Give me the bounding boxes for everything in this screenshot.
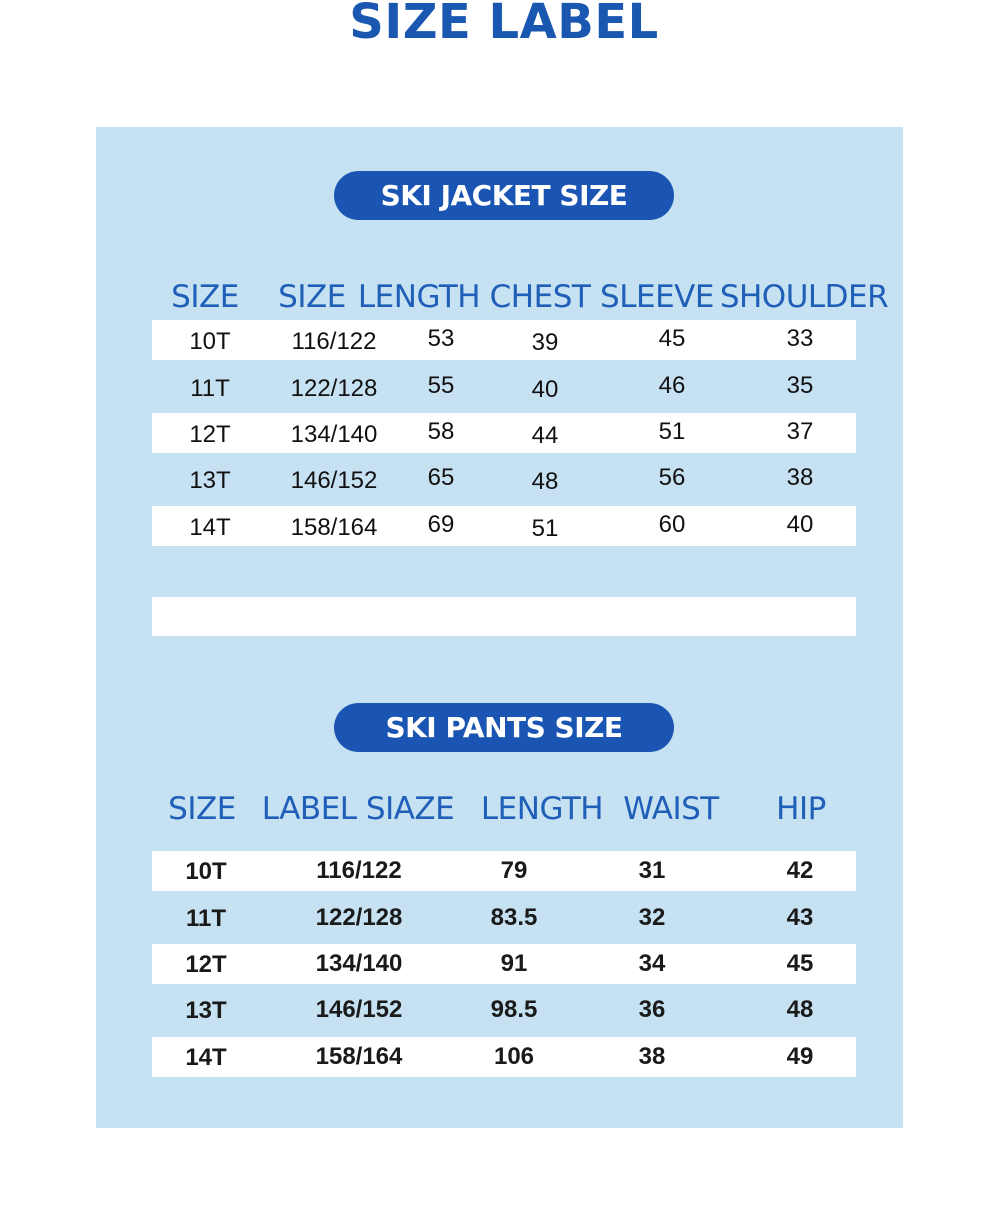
pants-cell-waist: 31 bbox=[638, 857, 666, 884]
jacket-header-sleeve: SLEEVE bbox=[600, 279, 714, 315]
jacket-cell-chest: 44 bbox=[531, 422, 559, 449]
table-row bbox=[152, 506, 856, 546]
pants-cell-label-size: 158/164 bbox=[315, 1043, 403, 1070]
jacket-header-shoulder: SHOULDER bbox=[719, 279, 889, 315]
pants-cell-size: 10T bbox=[185, 858, 227, 885]
table-row bbox=[152, 944, 856, 984]
jacket-cell-label-size: 116/122 bbox=[291, 328, 377, 355]
jacket-cell-chest: 48 bbox=[531, 468, 559, 495]
jacket-cell-sleeve: 46 bbox=[658, 372, 686, 399]
jacket-cell-size: 12T bbox=[189, 421, 231, 448]
pants-cell-length: 79 bbox=[500, 857, 528, 884]
jacket-cell-size: 14T bbox=[189, 514, 231, 541]
pants-cell-size: 12T bbox=[185, 951, 227, 978]
table-row bbox=[152, 990, 856, 1030]
pants-cell-waist: 32 bbox=[638, 904, 666, 931]
jacket-cell-length: 58 bbox=[427, 418, 455, 445]
blank-row-bar bbox=[152, 597, 856, 636]
jacket-cell-label-size: 146/152 bbox=[290, 467, 378, 494]
jacket-cell-length: 65 bbox=[427, 464, 455, 491]
ski-pants-size-title: SKI PANTS SIZE bbox=[334, 703, 674, 752]
jacket-cell-chest: 39 bbox=[531, 329, 559, 356]
jacket-cell-length: 69 bbox=[427, 511, 455, 538]
pants-header-hip: HIP bbox=[776, 791, 826, 827]
pants-cell-label-size: 122/128 bbox=[315, 904, 403, 931]
table-row bbox=[152, 1037, 856, 1077]
pants-cell-label-size: 134/140 bbox=[315, 950, 403, 977]
jacket-cell-size: 10T bbox=[189, 328, 231, 355]
pants-cell-size: 11T bbox=[185, 905, 227, 932]
jacket-cell-length: 53 bbox=[427, 325, 455, 352]
pants-cell-hip: 42 bbox=[786, 857, 814, 884]
jacket-cell-sleeve: 51 bbox=[658, 418, 686, 445]
table-row bbox=[152, 367, 856, 407]
page-title: SIZE LABEL bbox=[349, 0, 659, 50]
pants-cell-length: 98.5 bbox=[490, 996, 538, 1023]
jacket-header-size: SIZE bbox=[171, 279, 239, 315]
pants-cell-hip: 45 bbox=[786, 950, 814, 977]
table-row bbox=[152, 413, 856, 453]
pants-header-length: LENGTH bbox=[480, 791, 604, 827]
ski-jacket-size-title: SKI JACKET SIZE bbox=[334, 171, 674, 220]
pants-cell-length: 83.5 bbox=[490, 904, 538, 931]
jacket-cell-sleeve: 60 bbox=[658, 511, 686, 538]
jacket-cell-chest: 40 bbox=[531, 376, 559, 403]
pants-cell-label-size: 146/152 bbox=[315, 996, 403, 1023]
pants-cell-label-size: 116/122 bbox=[316, 857, 402, 884]
jacket-cell-size: 13T bbox=[189, 467, 231, 494]
pants-cell-hip: 43 bbox=[786, 904, 814, 931]
pants-cell-size: 14T bbox=[185, 1044, 227, 1071]
jacket-cell-length: 55 bbox=[427, 372, 455, 399]
jacket-header-length: LENGTH bbox=[357, 279, 481, 315]
table-row bbox=[152, 851, 856, 891]
jacket-cell-label-size: 158/164 bbox=[290, 514, 378, 541]
pants-cell-waist: 38 bbox=[638, 1043, 666, 1070]
pants-cell-length: 106 bbox=[493, 1043, 535, 1070]
footer-strip bbox=[96, 1128, 903, 1209]
table-row bbox=[152, 320, 856, 360]
pants-cell-hip: 49 bbox=[786, 1043, 814, 1070]
jacket-cell-shoulder: 37 bbox=[786, 418, 814, 445]
jacket-cell-label-size: 122/128 bbox=[290, 375, 378, 402]
pants-cell-waist: 34 bbox=[638, 950, 666, 977]
pants-header-waist: WAIST bbox=[623, 791, 719, 827]
pants-cell-length: 91 bbox=[500, 950, 528, 977]
jacket-cell-shoulder: 35 bbox=[786, 372, 814, 399]
jacket-cell-shoulder: 38 bbox=[786, 464, 814, 491]
pants-cell-size: 13T bbox=[185, 997, 227, 1024]
jacket-header-label-size: SIZE bbox=[278, 279, 346, 315]
jacket-cell-sleeve: 45 bbox=[658, 325, 686, 352]
jacket-cell-shoulder: 40 bbox=[786, 511, 814, 538]
table-row bbox=[152, 898, 856, 938]
pants-header-label-size: LABEL SIAZE bbox=[261, 791, 455, 827]
jacket-cell-sleeve: 56 bbox=[658, 464, 686, 491]
table-row bbox=[152, 459, 856, 499]
jacket-cell-chest: 51 bbox=[531, 515, 559, 542]
jacket-cell-size: 11T bbox=[190, 375, 230, 402]
jacket-cell-shoulder: 33 bbox=[786, 325, 814, 352]
pants-cell-hip: 48 bbox=[786, 996, 814, 1023]
pants-header-size: SIZE bbox=[168, 791, 236, 827]
jacket-cell-label-size: 134/140 bbox=[290, 421, 378, 448]
pants-cell-waist: 36 bbox=[638, 996, 666, 1023]
jacket-header-chest: CHEST bbox=[489, 279, 591, 315]
